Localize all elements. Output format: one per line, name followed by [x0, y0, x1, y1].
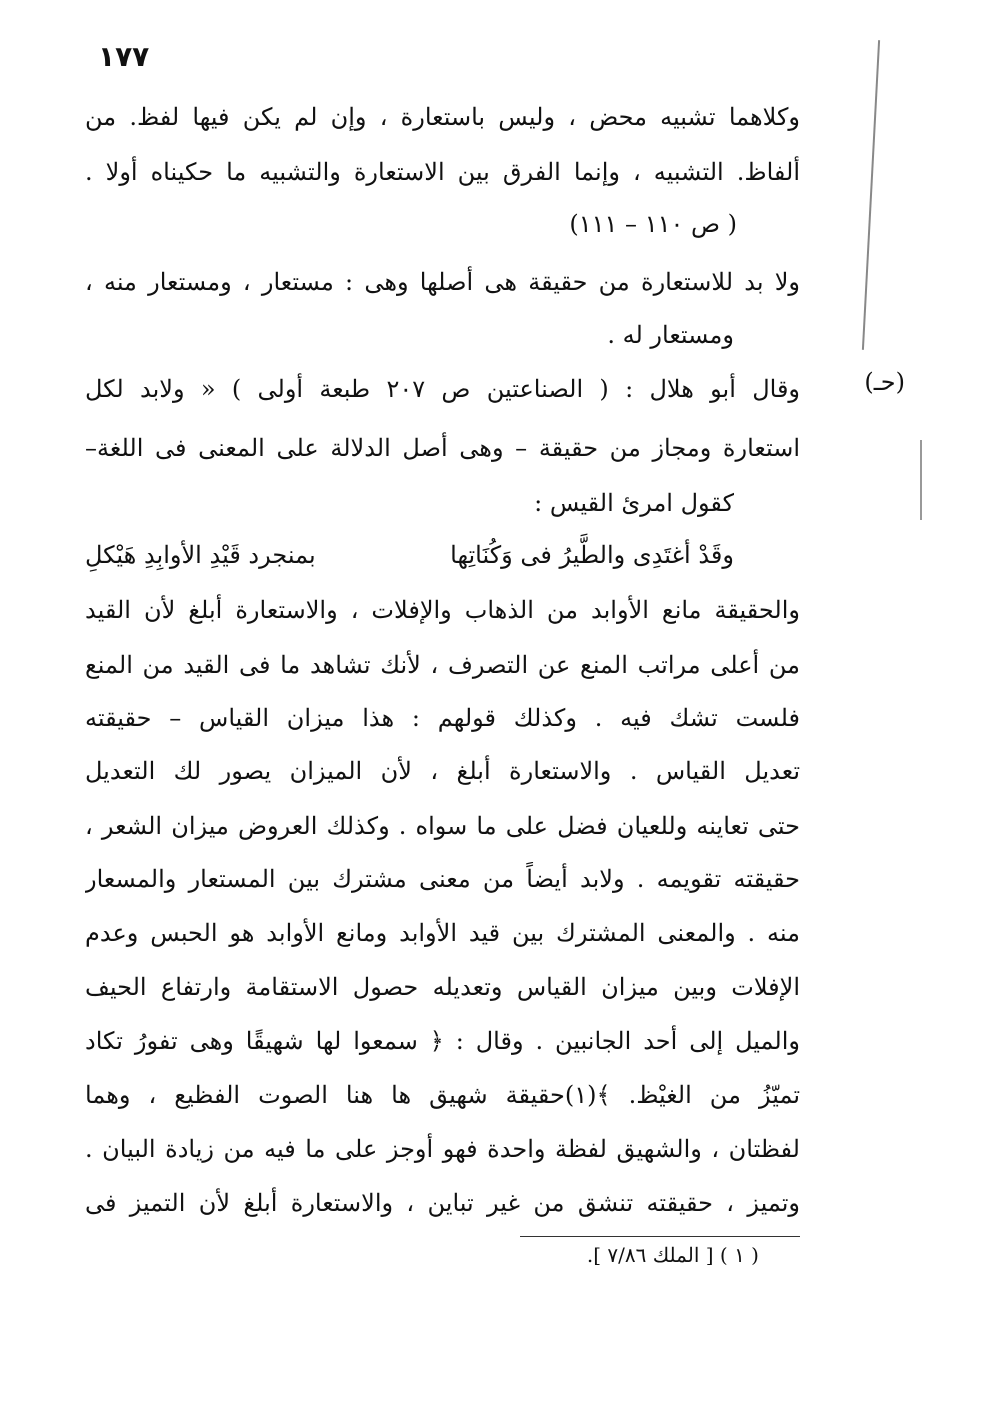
- text-line: تميّزُ من الغيْظ. ﴾(١)حقيقة شهيق ها هنا الصوت الفظيع ، وهما: [85, 1081, 800, 1109]
- text-line: وقال أبو هلال : ( الصناعتين ص ٢٠٧ طبعة أولى ) « ولابد لكل: [85, 375, 800, 403]
- text-line: كقول امرئ القيس :: [534, 489, 734, 517]
- text-line: فلست تشك فيه . وكذلك قولهم : هذا ميزان القياس – حقيقته: [85, 704, 800, 732]
- text-line: منه . والمعنى المشترك بين قيد الأوابد ومانع الأوابد هو الحبس وعدم: [85, 919, 800, 947]
- verse-first-hemistich: وقَدْ أغتَدِى والطَّيرُ فى وَكُنَاتِها: [450, 541, 734, 569]
- text-line: حتى تعاينه وللعيان فضل على ما سواه . وكذلك العروض ميزان الشعر ،: [85, 812, 800, 840]
- text-line: استعارة ومجاز من حقيقة – وهى أصل الدلالة على المعنى فى اللغة–: [85, 434, 800, 462]
- footnote: ( ١ ) [ الملك ٧/٨٦ ].: [586, 1243, 759, 1267]
- section-marker: (حـ): [864, 368, 905, 396]
- text-line: حقيقته تقويمه . ولابد أيضاً من معنى مشترك بين المستعار والمسعار: [85, 865, 800, 893]
- text-line: ألفاظ. التشبيه ، وإنما الفرق بين الاستعارة والتشبيه ما حكيناه أولا .: [85, 158, 800, 186]
- text-line: ولا بد للاستعارة من حقيقة هى أصلها وهى : مستعار ، ومستعار منه ،: [85, 268, 800, 296]
- text-line: تعديل القياس . والاستعارة أبلغ ، لأن الميزان يصور لك التعديل: [85, 757, 800, 785]
- text-line: وتميز ، حقيقته تنشق من غير تباين ، والاستعارة أبلغ لأن التميز فى: [85, 1189, 800, 1217]
- page-number: ١٧٧: [98, 40, 150, 73]
- verse-second-hemistich: بمنجرد قَيْدِ الأوابِدِ هَيْكلِ: [85, 541, 316, 569]
- margin-line: [862, 40, 880, 350]
- text-line: وكلاهما تشبيه محض ، وليس باستعارة ، وإن لم يكن فيها لفظ. من: [85, 103, 800, 131]
- text-line: ومستعار له .: [607, 321, 734, 349]
- text-line: الإفلات وبين ميزان القياس وتعديله حصول الاستقامة وارتفاع الحيف: [85, 973, 800, 1001]
- text-line: من أعلى مراتب المنع عن التصرف ، لأنك تشاهد ما فى القيد من المنع: [85, 651, 800, 679]
- text-line: والميل إلى أحد الجانبين . وقال : ﴿ سمعوا لها شهيقًا وهى تفورُ تكاد: [85, 1027, 800, 1055]
- citation-line: ( ص ١١٠ – ١١١): [569, 210, 737, 238]
- text-line: والحقيقة مانع الأوابد من الذهاب والإفلات ، والاستعارة أبلغ لأن القيد: [85, 596, 800, 624]
- footnote-divider: [520, 1236, 800, 1237]
- text-line: لفظتان ، والشهيق لفظة واحدة فهو أوجز على ما فيه من زيادة البيان .: [85, 1135, 800, 1163]
- margin-line: [920, 440, 922, 520]
